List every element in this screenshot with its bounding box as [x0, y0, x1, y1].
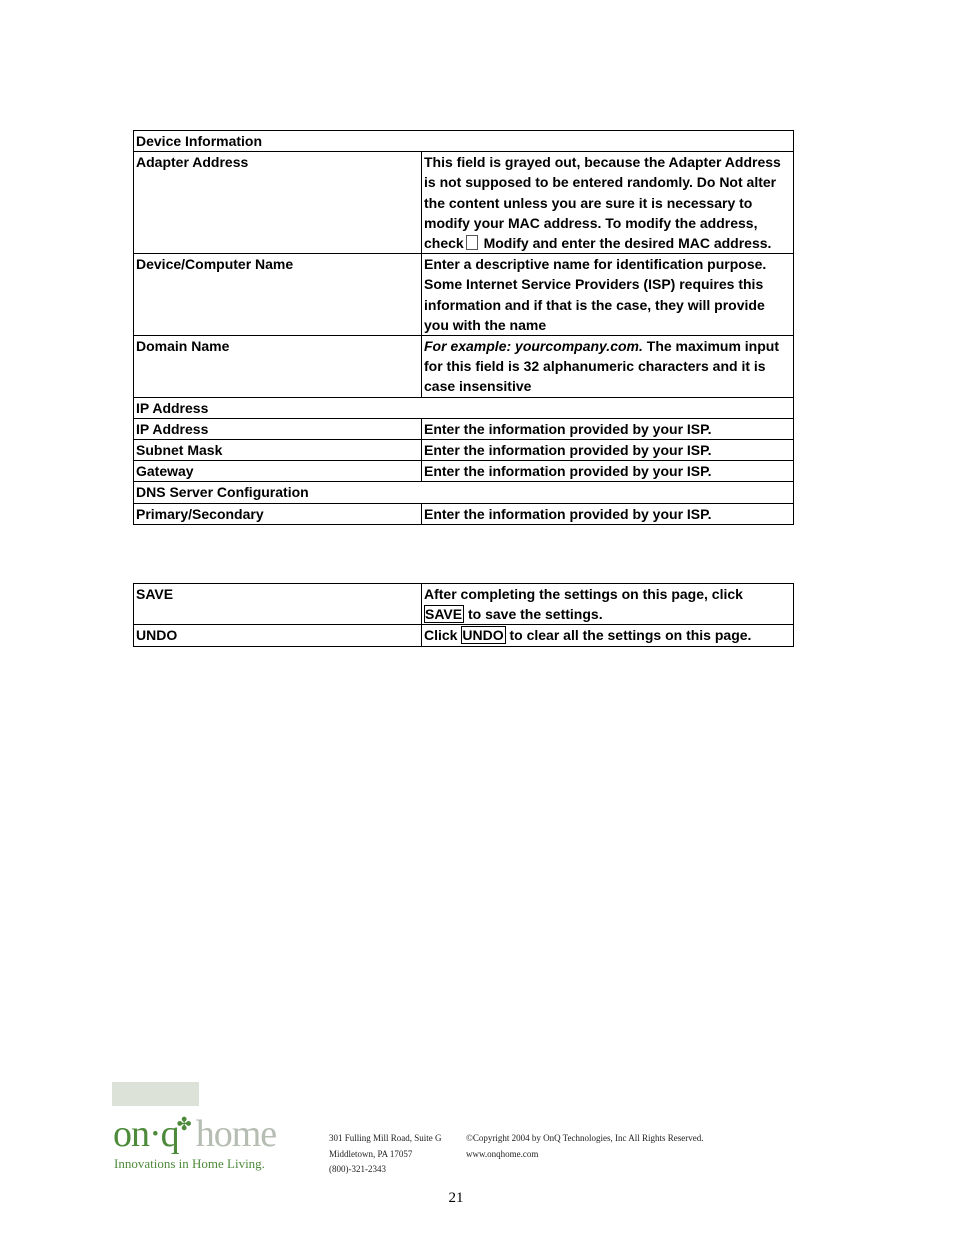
- copyright-text: ©Copyright 2004 by OnQ Technologies, Inc All Rights Reserved.: [466, 1133, 704, 1143]
- row-label: Device/Computer Name: [134, 254, 422, 336]
- row-description: Enter a descriptive name for identification purpose. Some Internet Service Providers (ISP) requires this information and if that is the case, they will provide you with the name: [422, 254, 794, 336]
- example-text: For example: yourcompany.com.: [424, 338, 643, 355]
- footer-accent-bar: [112, 1082, 199, 1106]
- undo-button-reference: UNDO: [462, 627, 504, 644]
- row-description: [422, 625, 794, 646]
- description-text: to save the settings.: [467, 606, 603, 623]
- tagline: Innovations in Home Living.: [114, 1156, 265, 1171]
- copyright-block: [466, 1131, 704, 1162]
- address-line: 301 Fulling Mill Road, Suite G: [329, 1133, 442, 1143]
- save-button-reference: SAVE: [425, 606, 463, 623]
- section-header-label: DNS Server Configuration: [134, 482, 794, 503]
- description-text: Modify and enter the desired MAC address.: [483, 235, 772, 252]
- company-address: [329, 1131, 442, 1178]
- row-description: Enter the information provided by your ISP.: [422, 440, 794, 461]
- leaf-icon: ✤: [176, 1114, 192, 1134]
- row-description: Enter the information provided by your ISP.: [422, 418, 794, 439]
- row-description: Enter the information provided by your ISP.: [422, 461, 794, 482]
- table-row-save: [134, 584, 794, 625]
- table-row-undo: [134, 625, 794, 646]
- row-label: Gateway: [134, 461, 422, 482]
- row-description: [422, 584, 794, 625]
- row-label: UNDO: [134, 625, 422, 646]
- table-row-gateway: [134, 461, 794, 482]
- website-link[interactable]: www.onqhome.com: [466, 1148, 539, 1159]
- row-label: Domain Name: [134, 336, 422, 398]
- row-description: [422, 336, 794, 398]
- description-text: check: [424, 235, 464, 252]
- row-label: SAVE: [134, 584, 422, 625]
- table-row-subnet-mask: [134, 440, 794, 461]
- description-text: to clear all the settings on this page.: [509, 627, 752, 644]
- table-row-device-computer-name: [134, 254, 794, 336]
- section-header-label: Device Information: [134, 131, 794, 152]
- logo-brand-text: on·q: [113, 1113, 179, 1155]
- table-row-adapter-address: [134, 152, 794, 254]
- description-text: After completing the settings on this page, click: [424, 586, 743, 602]
- onq-home-logo: [113, 1112, 303, 1156]
- checkbox-icon: [466, 235, 478, 250]
- logo-home-text: home: [195, 1113, 277, 1155]
- row-label: IP Address: [134, 418, 422, 439]
- description-text: Click: [424, 627, 458, 644]
- row-label: Primary/Secondary: [134, 503, 422, 524]
- description-text: The maximum input for this field is 32 alphanumeric characters and it is case insensitive: [424, 338, 779, 395]
- device-settings-table: [133, 130, 794, 525]
- table-row-domain-name: [134, 336, 794, 398]
- page-number: 21: [448, 1190, 464, 1206]
- section-header-device-information: [134, 131, 794, 152]
- row-label: Subnet Mask: [134, 440, 422, 461]
- table-row-ip-address: [134, 418, 794, 439]
- table-row-primary-secondary: [134, 503, 794, 524]
- description-text: This field is grayed out, because the Adapter Address is not supposed to be entered randomly. Do Not alter the content unless you are sure it is necessary to modify your MAC address. To modify the address,: [424, 154, 781, 231]
- address-line: Middletown, PA 17057: [329, 1148, 413, 1159]
- section-header-label: IP Address: [134, 397, 794, 418]
- row-description: Enter the information provided by your ISP.: [422, 503, 794, 524]
- row-description: [422, 152, 794, 254]
- section-header-dns-server-configuration: [134, 482, 794, 503]
- actions-table: [133, 583, 794, 647]
- section-header-ip-address: [134, 397, 794, 418]
- row-label: Adapter Address: [134, 152, 422, 254]
- address-line: (800)-321-2343: [329, 1164, 386, 1174]
